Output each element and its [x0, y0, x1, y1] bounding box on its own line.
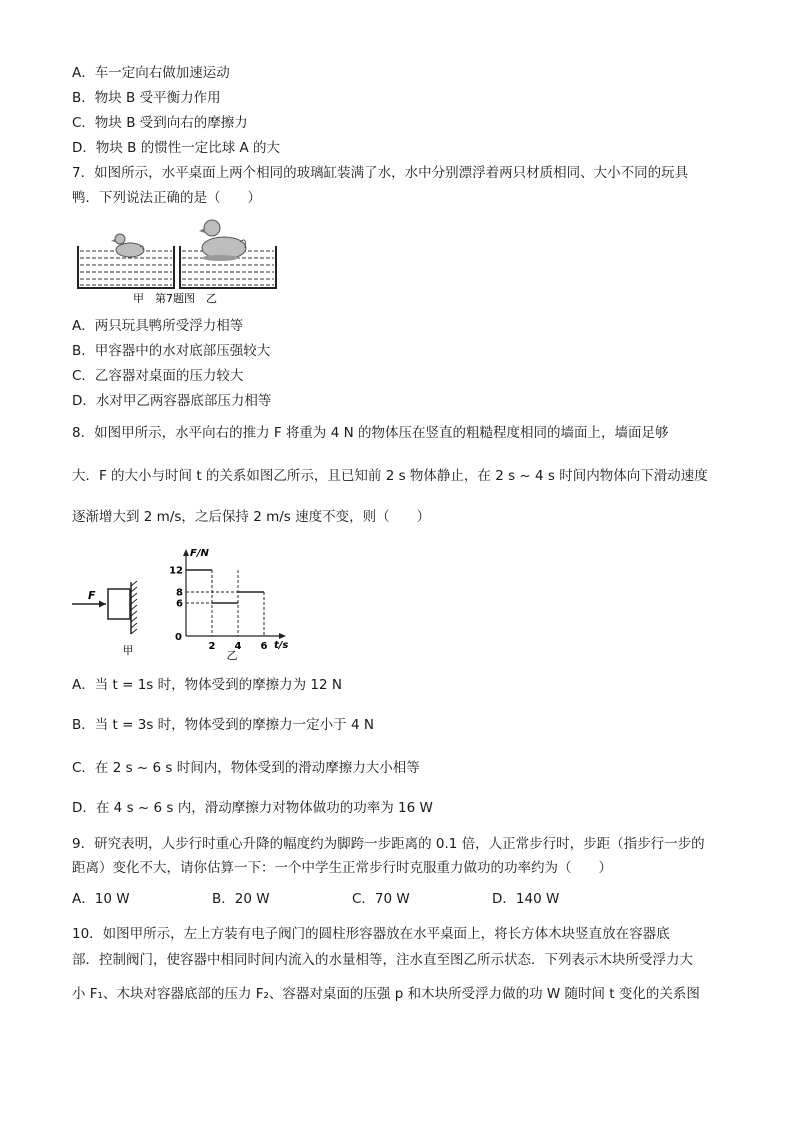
y-tick-label: 6 [176, 598, 183, 610]
q9-stem-line1: 9．研究表明，人步行时重心升降的幅度约为脚跨一步距离的 0.1 倍，人正常步行时，步距（指步行一步的 [72, 836, 705, 852]
q7-option-a: A．两只玩具鸭所受浮力相等 [72, 318, 244, 334]
large-duck-icon [199, 220, 246, 261]
fig-yi-caption: 乙 [226, 649, 238, 662]
ft-chart [166, 540, 296, 662]
x-tick-label: 6 [260, 641, 268, 652]
x-axis-label: t/s [274, 640, 289, 651]
q7-option-c: C．乙容器对桌面的压力较大 [72, 368, 244, 384]
q9-option-b: B．20 W [212, 891, 270, 907]
q8-figure-yi [166, 540, 296, 662]
x-tick-label: 4 [234, 641, 242, 652]
q7-option-d: D．水对甲乙两容器底部压力相等 [72, 393, 272, 409]
q8-option-c: C．在 2 s ~ 6 s 时间内，物体受到的滑动摩擦力大小相等 [72, 760, 420, 776]
q6-option-d: D．物块 B 的惯性一定比球 A 的大 [72, 140, 281, 156]
q8-stem-line2: 大．F 的大小与时间 t 的关系如图乙所示，且已知前 2 s 物体静止，在 2 s ~ 4 s 时间内物体向下滑动速度 [72, 468, 708, 484]
q7-stem-line1: 7．如图所示，水平桌面上两个相同的玻璃缸装满了水，水中分别漂浮着两只材质相同、大小不同的玩具 [72, 165, 689, 181]
wall-hatching [131, 581, 137, 634]
q8-figure-jia [68, 580, 150, 660]
q10-stem-line3: 小 F₁、木块对容器底部的压力 F₂、容器对桌面的压强 p 和木块所受浮力做的功 W 随时间 t 变化的关系图 [72, 986, 700, 1002]
q7-option-b: B．甲容器中的水对底部压强较大 [72, 343, 271, 359]
q6-option-b: B．物块 B 受平衡力作用 [72, 90, 221, 106]
q6-option-a: A．车一定向右做加速运动 [72, 65, 230, 81]
ft-marks [169, 566, 267, 653]
q9-option-c: C．70 W [352, 891, 410, 907]
q6-option-c: C．物块 B 受到向右的摩擦力 [72, 115, 248, 131]
q7-stem-line2: 鸭．下列说法正确的是（ ） [72, 190, 261, 206]
q8-option-d: D．在 4 s ~ 6 s 内，滑动摩擦力对物体做功的功率为 16 W [72, 800, 433, 816]
q7-figure-caption: 甲 第7题图 乙 [133, 292, 217, 305]
q7-figure [72, 214, 278, 306]
y-axis-arrow-icon [183, 549, 189, 556]
q10-stem-line1: 10．如图甲所示，左上方装有电子阀门的圆柱形容器放在水平桌面上，将长方体木块竖直放在容器底 [72, 926, 670, 942]
q8-option-a: A．当 t = 1s 时，物体受到的摩擦力为 12 N [72, 677, 342, 693]
q8-figure-jia-svg [68, 580, 150, 660]
q8-option-b: B．当 t = 3s 时，物体受到的摩擦力一定小于 4 N [72, 717, 374, 733]
y-tick-label: 12 [169, 565, 183, 577]
q8-stem-line1: 8．如图甲所示，水平向右的推力 F 将重为 4 N 的物体压在竖直的粗糙程度相同的墙面上，墙面足够 [72, 425, 669, 441]
origin-label: 0 [175, 632, 182, 643]
q8-stem-line3: 逐渐增大到 2 m/s，之后保持 2 m/s 速度不变，则（ ） [72, 509, 431, 525]
q9-option-d: D．140 W [492, 891, 560, 907]
q9-option-a: A．10 W [72, 891, 130, 907]
q9-stem-line2: 距离）变化不大，请你估算一下：一个中学生正常步行时克服重力做功的功率约为（ ） [72, 860, 612, 876]
force-arrow-icon [99, 601, 106, 608]
fig-jia-caption: 甲 [122, 644, 134, 657]
block [108, 589, 130, 619]
y-tick-label: 8 [176, 587, 183, 599]
x-axis-arrow-icon [279, 633, 286, 639]
force-label: F [88, 589, 96, 602]
x-tick-label: 2 [208, 641, 216, 652]
small-duck-icon [111, 234, 144, 257]
q10-stem-line2: 部．控制阀门，使容器中相同时间内流入的水量相等，注水直至图乙所示状态．下列表示木块所受浮力大 [72, 952, 693, 968]
q7-figure-svg [72, 214, 278, 306]
y-axis-label: F/N [190, 548, 209, 559]
